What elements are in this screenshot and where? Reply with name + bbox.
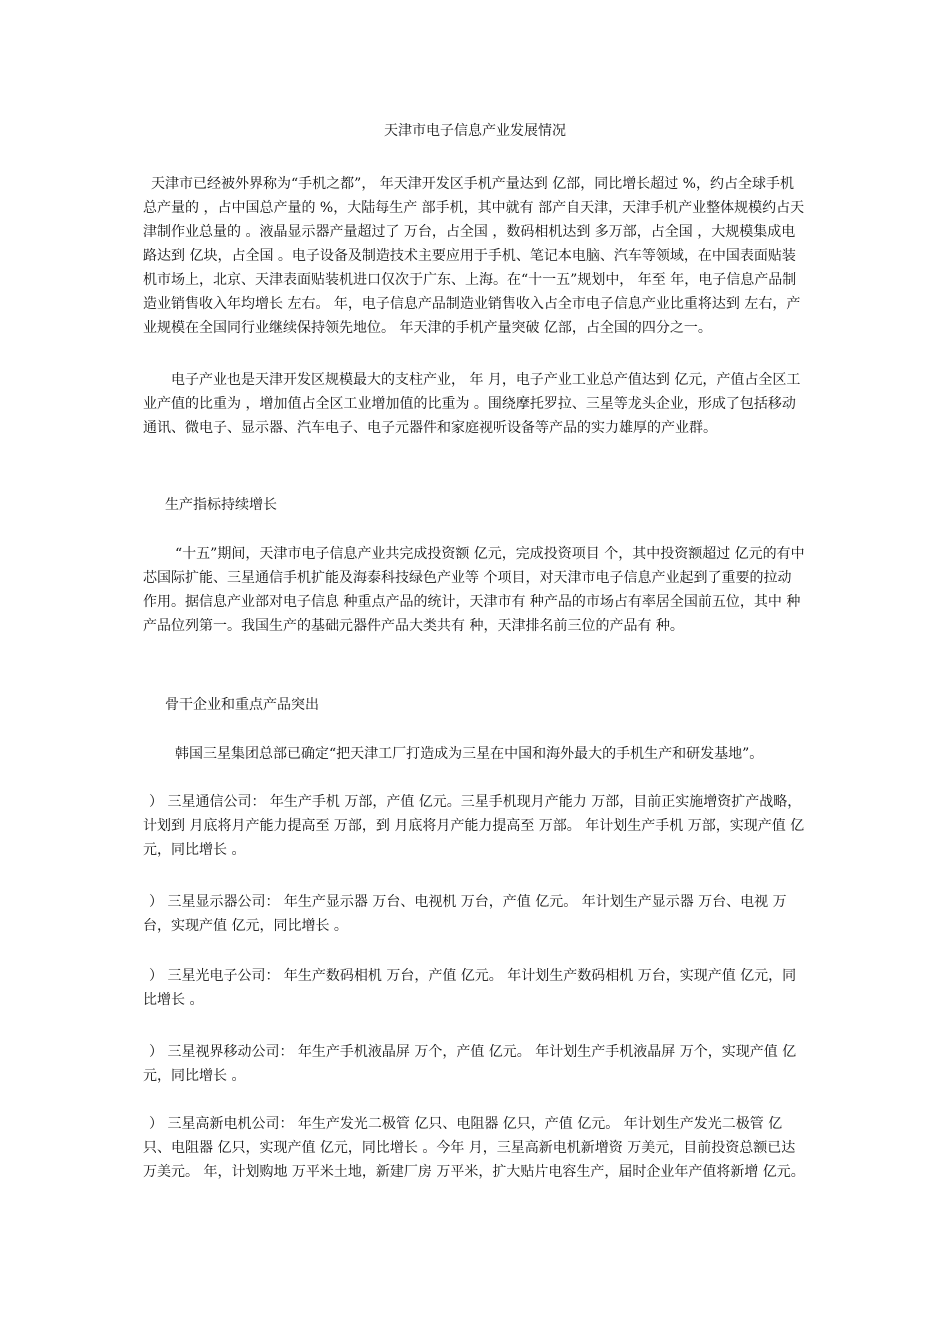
list-item-samsung-telecom: ） 三星通信公司： 年生产手机 万部，产值 亿元。三星手机现月产能力 万部，目前正实施增资扩产战略，计划到 月底将月产能力提高至 万部，到 月底将月产能力提高至 万部。 年计划生产手机 万部，实现产值 亿元，同比增长 。	[143, 794, 805, 858]
document-title: 天津市电子信息产业发展情况	[384, 123, 566, 139]
paragraph-production: “十五”期间，天津市电子信息产业共完成投资额 亿元，完成投资项目 个，其中投资额超过 亿元的有中芯国际扩能、三星通信手机扩能及海泰科技绿色产业等 个项目，对天津市电子信息产业起到了重要的拉动作用。据信息产业部对电子信息 种重点产品的统计，天津市有 种产品的市场占有率居全国前五位，其中 种产品位列第一。我国生产的基础元器件产品大类共有 种，天津排名前三位的产品有 种。	[143, 546, 805, 634]
paragraph-samsung: 韩国三星集团总部已确定“把天津工厂打造成为三星在中国和海外最大的手机生产和研发基地”。	[175, 746, 764, 762]
paragraph-intro: 天津市已经被外界称为“手机之都”， 年天津开发区手机产量达到 亿部，同比增长超过 %，约占全球手机总产量的 ，占中国总产量的 %，大陆每生产 部手机，其中就有 部产自天津，天津手机产业整体规模约占天津制作业总量的 。液晶显示器产量超过了 万台，占全国 ，数码相机达到 多万部，占全国 ，大规模集成电路达到 亿块，占全国 。电子设备及制造技术主要应用于手机、笔记本电脑、汽车等领域，在中国表面贴装机市场上，北京、天津表面贴装机进口仅次于广东、上海。在“十一五”规划中， 年至 年，电子信息产品制造业销售收入年均增长 左右。 年，电子信息产品制造业销售收入占全市电子信息产业比重将达到 左右，产业规模在全国同行业继续保持领先地位。 年天津的手机产量突破 亿部，占全国的四分之一。	[143, 176, 805, 336]
list-item-samsung-electro-mechanics: ） 三星高新电机公司： 年生产发光二极管 亿只、电阻器 亿只，产值 亿元。 年计划生产发光二极管 亿只、电阻器 亿只，实现产值 亿元，同比增长 。今年 月，三星高新电机新增资 万美元，目前投资总额已达 万美元。 年，计划购地 万平米土地，新建厂房 万平米，扩大贴片电容生产，届时企业年产值将新增 亿元。	[143, 1116, 805, 1180]
section-heading-production: 生产指标持续增长	[165, 497, 277, 513]
section-heading-enterprises: 骨干企业和重点产品突出	[165, 697, 319, 713]
list-item-samsung-display: ） 三星显示器公司： 年生产显示器 万台、电视机 万台，产值 亿元。 年计划生产显示器 万台、电视 万台，实现产值 亿元，同比增长 。	[143, 894, 787, 934]
list-item-samsung-mobile-display: ） 三星视界移动公司： 年生产手机液晶屏 万个，产值 亿元。 年计划生产手机液晶屏 万个，实现产值 亿元，同比增长 。	[143, 1044, 797, 1084]
paragraph-pillar-industry: 电子产业也是天津开发区规模最大的支柱产业， 年 月，电子产业工业总产值达到 亿元，产值占全区工业产值的比重为 ，增加值占全区工业增加值的比重为 。围绕摩托罗拉、三星等龙头企业，形成了包括移动通讯、微电子、显示器、汽车电子、电子元器件和家庭视听设备等产品的实力雄厚的产业群。	[143, 372, 801, 436]
list-item-samsung-optoelectronics: ） 三星光电子公司： 年生产数码相机 万台，产值 亿元。 年计划生产数码相机 万台，实现产值 亿元，同比增长 。	[143, 968, 797, 1008]
